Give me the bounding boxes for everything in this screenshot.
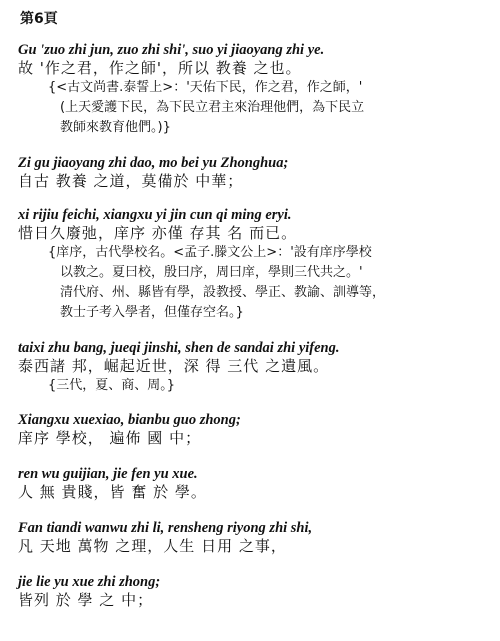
chinese-line: 自古 教養 之道，莫備於 中華； [18, 172, 244, 190]
annotation-line: 教士子考入學者，但僅存空名。} [60, 305, 244, 320]
page-number: 第6頁 [20, 11, 58, 27]
chinese-line: 凡 天地 萬物 之理，人生 日用 之事， [18, 537, 287, 555]
romanization-line: Xiangxu xuexiao, bianbu guo zhong; [18, 412, 241, 428]
annotation-line: 教師來教育他們。)} [60, 120, 171, 135]
annotation-line: {三代，夏、商、周。} [48, 378, 176, 393]
stanza-2 [18, 155, 488, 191]
stanza-3 [18, 207, 488, 323]
stanza-4 [18, 340, 488, 396]
chinese-line: 人 無 貴賤，皆 奮 於 學。 [18, 483, 207, 501]
romanization-line: ren wu guijian, jie fen yu xue. [18, 466, 198, 482]
romanization-line: Fan tiandi wanwu zhi li, rensheng riyong zhi shi, [18, 520, 313, 536]
annotation-line: (上天愛護下民，為下民立君主來治理他們，為下民立 [60, 100, 365, 115]
stanza-7 [18, 520, 488, 556]
romanization-line: Gu 'zuo zhi jun, zuo zhi shi', suo yi jiaoyang zhi ye. [18, 42, 325, 58]
annotation [18, 243, 488, 323]
annotation-line: {庠序，古代學校名。<孟子.滕文公上>：'設有庠序學校 [48, 245, 372, 260]
annotation [18, 78, 488, 138]
stanza-5 [18, 412, 488, 448]
annotation [18, 376, 488, 396]
stanza-6 [18, 466, 488, 502]
annotation-line: 清代府、州、縣皆有學，設教授、學正、教諭、訓導等， [60, 285, 386, 300]
stanza-8 [18, 574, 488, 610]
annotation-line: {<古文尚書.泰誓上>：'天佑下民，作之君，作之師，' [48, 80, 363, 95]
chinese-line: 庠序 學校， 遍佈 國 中； [18, 429, 202, 447]
romanization-line: Zi gu jiaoyang zhi dao, mo bei yu Zhonghua; [18, 155, 289, 171]
romanization-line: xi rijiu feichi, xiangxu yi jin cun qi ming eryi. [18, 207, 292, 223]
chinese-line: 泰西諸 邦，崛起近世，深 得 三代 之遺風。 [18, 357, 330, 375]
romanization-line: jie lie yu xue zhi zhong; [18, 574, 161, 590]
romanization-line: taixi zhu bang, jueqi jinshi, shen de sandai zhi yifeng. [18, 340, 340, 356]
stanza-1 [18, 42, 488, 138]
annotation-line: 以教之。夏曰校，殷曰序，周曰庠，學則三代共之。' [60, 265, 363, 280]
chinese-line: 故 '作之君，作之師'，所以 教養 之也。 [18, 59, 302, 77]
chinese-line: 惜日久廢弛，庠序 亦僅 存其 名 而已。 [18, 224, 298, 242]
chinese-line: 皆列 於 學 之 中； [18, 591, 154, 609]
